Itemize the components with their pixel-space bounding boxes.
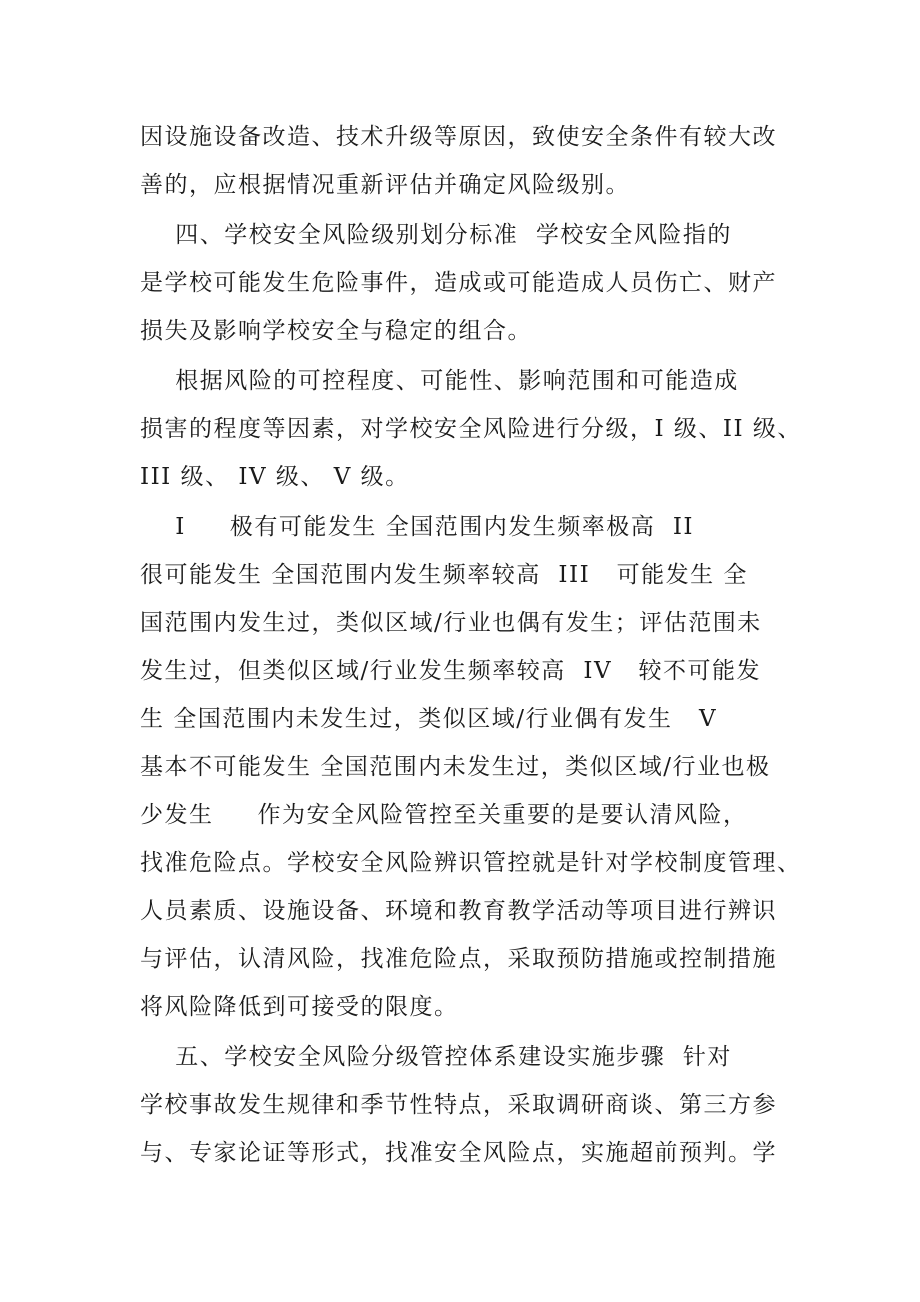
text-line: 损失及影响学校安全与稳定的组合。: [140, 318, 532, 344]
text-line: 善的，应根据情况重新评估并确定风险级别。: [140, 172, 630, 198]
text-line: 与、专家论证等形式，找准安全风险点，实施超前预判。学: [140, 1140, 777, 1166]
text-line: 四、学校安全风险级别划分标准 学校安全风险指的: [140, 222, 732, 248]
text-line: 是学校可能发生危险事件，造成或可能造成人员伤亡、财产: [140, 270, 777, 296]
text-line: III 级、 IV 级、 V 级。: [140, 464, 410, 490]
text-line: 将风险降低到可接受的限度。: [140, 994, 459, 1020]
text-line: 很可能发生 全国范围内发生频率较高 III 可能发生 全: [140, 562, 748, 588]
text-line: 学校事故发生规律和季节性特点，采取调研商谈、第三方参: [140, 1092, 777, 1118]
text-line: 国范围内发生过，类似区域/行业也偶有发生；评估范围未: [140, 610, 762, 636]
text-line: 少发生 作为安全风险管控至关重要的是要认清风险，: [140, 802, 748, 828]
text-line: 基本不可能发生 全国范围内未发生过，类似区域/行业也极: [140, 754, 771, 780]
text-line: 人员素质、设施设备、环境和教育教学活动等项目进行辨识: [140, 898, 777, 924]
text-line: 因设施设备改造、技术升级等原因，致使安全条件有较大改: [140, 124, 777, 150]
text-line: 损害的程度等因素，对学校安全风险进行分级，I 级、II 级、: [140, 416, 802, 442]
text-line: I 极有可能发生 全国范围内发生频率极高 II: [140, 514, 694, 540]
text-line: 根据风险的可控程度、可能性、影响范围和可能造成: [140, 368, 739, 394]
text-line: 找准危险点。学校安全风险辨识管控就是针对学校制度管理、: [140, 850, 802, 876]
text-line: 五、学校安全风险分级管控体系建设实施步骤 针对: [140, 1044, 732, 1070]
text-line: 发生过，但类似区域/行业发生频率较高 IV 较不可能发: [140, 658, 761, 684]
text-line: 生 全国范围内未发生过，类似区域/行业偶有发生 V: [140, 706, 718, 732]
text-line: 与评估，认清风险，找准危险点，采取预防措施或控制措施: [140, 946, 777, 972]
